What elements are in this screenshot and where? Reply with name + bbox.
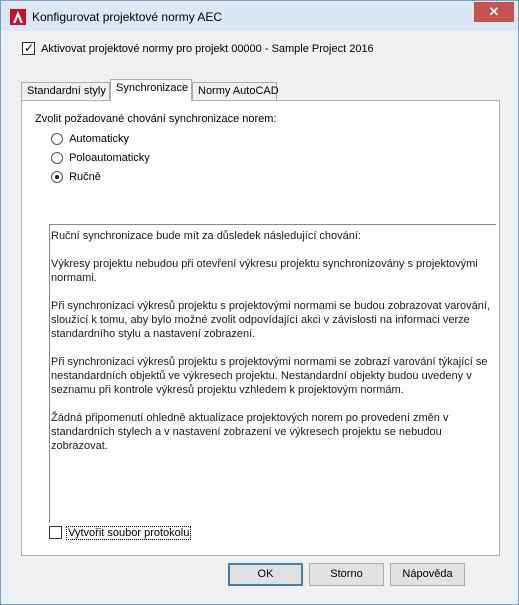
- radio-semi-automatic[interactable]: [51, 152, 150, 164]
- radio-button[interactable]: [51, 171, 63, 183]
- title-bar: [1, 1, 518, 31]
- radio-manual[interactable]: [51, 171, 101, 183]
- description-paragraph: Při synchronizaci výkresů projektu s projektovými normami se budou zobrazovat varování, sloužící k tomu, aby bylo možné zvolit odpovídající akci v závislosti na informaci verze standardního stylu a nastavení zobrazení.: [51, 300, 490, 340]
- tab-label: Normy AutoCAD: [198, 85, 279, 97]
- radio-label: Poloautomaticky: [69, 152, 150, 165]
- behavior-description: [49, 224, 496, 523]
- create-log-checkbox[interactable]: [49, 526, 62, 539]
- tab-autocad-standards[interactable]: [192, 82, 277, 100]
- cancel-button[interactable]: Storno: [309, 563, 384, 586]
- description-paragraph: Výkresy projektu nebudou při otevření výkresu projektu synchronizovány s projektovými normami.: [51, 258, 478, 284]
- tab-synchronization[interactable]: [110, 79, 192, 101]
- window-title: Konfigurovat projektové normy AEC: [32, 10, 223, 24]
- tab-standard-styles[interactable]: [21, 82, 110, 100]
- radio-automatic[interactable]: [51, 133, 129, 145]
- sync-prompt: Zvolit požadované chování synchronizace norem:: [35, 113, 277, 125]
- close-icon: ✕: [488, 4, 500, 19]
- dialog-client: [8, 31, 511, 598]
- synchronization-panel: [21, 100, 500, 556]
- radio-button[interactable]: [51, 152, 63, 164]
- close-button[interactable]: [474, 2, 514, 22]
- description-paragraph: Při synchronizaci výkresů projektu s projektovými normami se zobrazí varování týkající se nestandardních objektů ve výkresech projektu. Nestandardní objekty budou uvedeny v seznamu při kontrole výkresů projektu vzhledem k projektovým normám.: [51, 356, 488, 396]
- radio-button[interactable]: [51, 133, 63, 145]
- tab-label: Standardní styly: [27, 85, 106, 97]
- autocad-logo-icon: [10, 9, 26, 25]
- description-paragraph: Žádná připomenutí ohledně aktualizace projektových norem po provedení změn v standardních stylech a v nastavení zobrazení ve výkresech projektu se nebudou zobrazovat.: [51, 412, 449, 452]
- help-button[interactable]: Nápověda: [390, 563, 465, 586]
- radio-label: Ručně: [69, 171, 101, 184]
- tab-label: Synchronizace: [116, 82, 189, 94]
- create-log-row[interactable]: [49, 526, 190, 539]
- activate-standards-checkbox[interactable]: [22, 42, 35, 55]
- ok-button[interactable]: OK: [228, 563, 303, 586]
- activate-standards-row[interactable]: [22, 42, 374, 55]
- create-log-label: Vytvořit soubor protokolu: [68, 526, 190, 539]
- description-paragraph: Ruční synchronizace bude mít za důsledek následující chování:: [51, 230, 362, 242]
- activate-standards-label: Aktivovat projektové normy pro projekt 00000 - Sample Project 2016: [41, 42, 374, 55]
- radio-label: Automaticky: [69, 133, 129, 146]
